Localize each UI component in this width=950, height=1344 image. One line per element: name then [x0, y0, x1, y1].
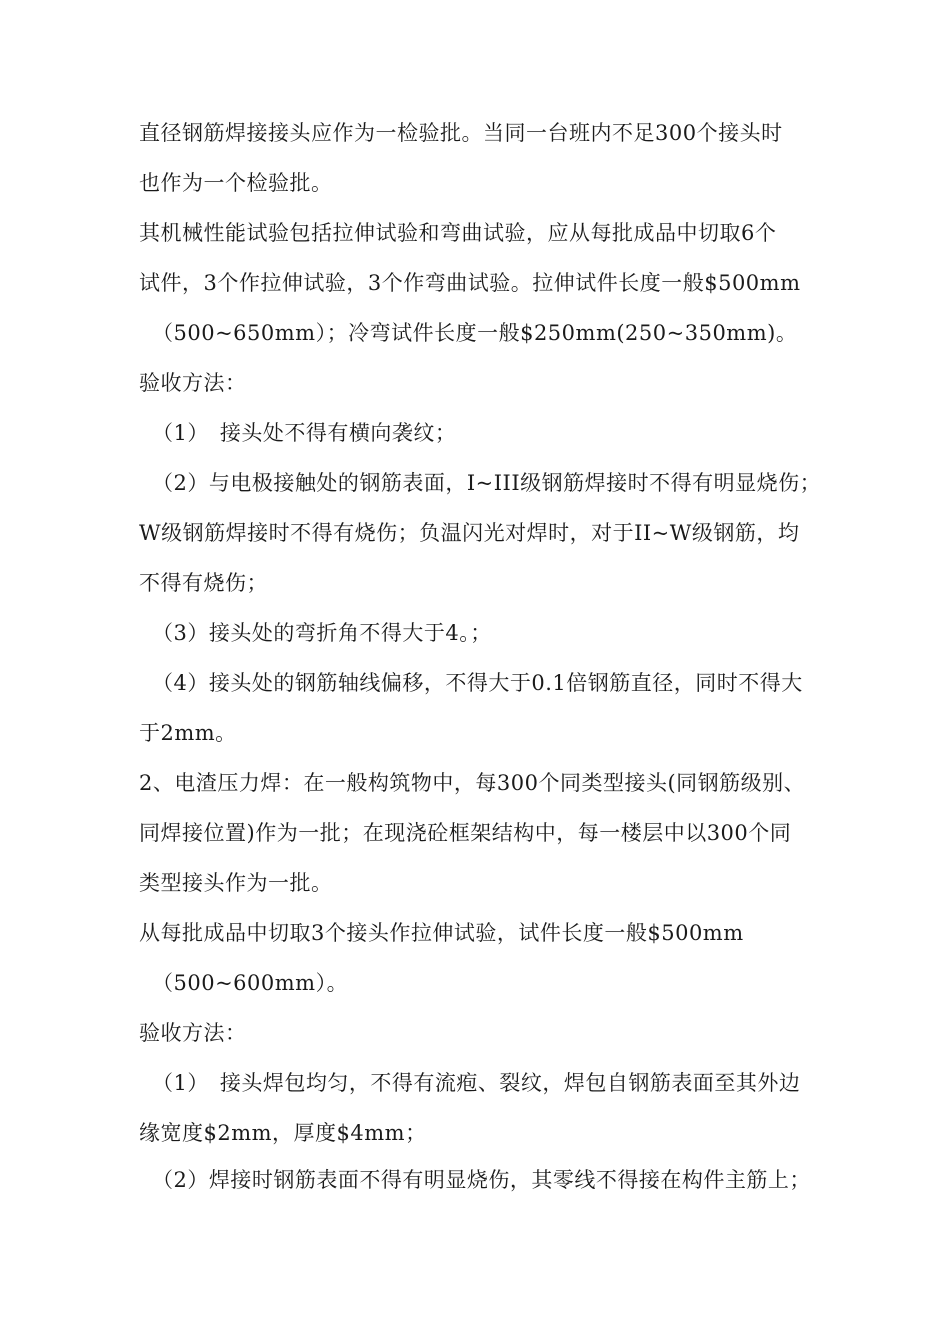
list-item: （2）与电极接触处的钢筋表面，I~III级钢筋焊接时不得有明显烧伤；: [152, 471, 822, 495]
list-item: （1） 接头焊包均匀，不得有流疱、裂纹，焊包自钢筋表面至其外边: [152, 1071, 801, 1095]
section-heading: 验收方法：: [139, 371, 247, 395]
list-item: （2）焊接时钢筋表面不得有明显烧伤，其零线不得接在构件主筋上；: [152, 1168, 811, 1192]
text-line: 缘宽度$2mm，厚度$4mm；: [139, 1121, 427, 1145]
text-line: 试件，3个作拉伸试验，3个作弯曲试验。拉伸试件长度一般$500mm: [139, 271, 801, 295]
text-line: 其机械性能试验包括拉伸试验和弯曲试验，应从每批成品中切取6个: [139, 221, 777, 245]
text-line: 同焊接位置)作为一批；在现浇砼框架结构中，每一楼层中以300个同: [139, 821, 792, 845]
text-line: W级钢筋焊接时不得有烧伤；负温闪光对焊时，对于II~W级钢筋，均: [139, 521, 800, 545]
list-item: （3）接头处的弯折角不得大于4。；: [152, 621, 492, 645]
text-line: 不得有烧伤；: [139, 571, 268, 595]
text-line: （500~650mm）；冷弯试件长度一般$250mm(250~350mm)。: [152, 321, 798, 345]
text-line: 于2mm。: [139, 721, 237, 745]
section-heading: 验收方法：: [139, 1021, 247, 1045]
text-line: 类型接头作为一批。: [139, 871, 333, 895]
text-line: 也作为一个检验批。: [139, 171, 333, 195]
text-line: （500~600mm）。: [152, 971, 349, 995]
text-line: 2、电渣压力焊：在一般构筑物中，每300个同类型接头(同钢筋级别、: [139, 771, 806, 795]
list-item: （1） 接头处不得有横向袭纹；: [152, 421, 457, 445]
list-item: （4）接头处的钢筋轴线偏移，不得大于0.1倍钢筋直径，同时不得大: [152, 671, 803, 695]
text-line: 直径钢筋焊接接头应作为一检验批。当同一台班内不足300个接头时: [139, 121, 783, 145]
text-line: 从每批成品中切取3个接头作拉伸试验，试件长度一般$500mm: [139, 921, 744, 945]
